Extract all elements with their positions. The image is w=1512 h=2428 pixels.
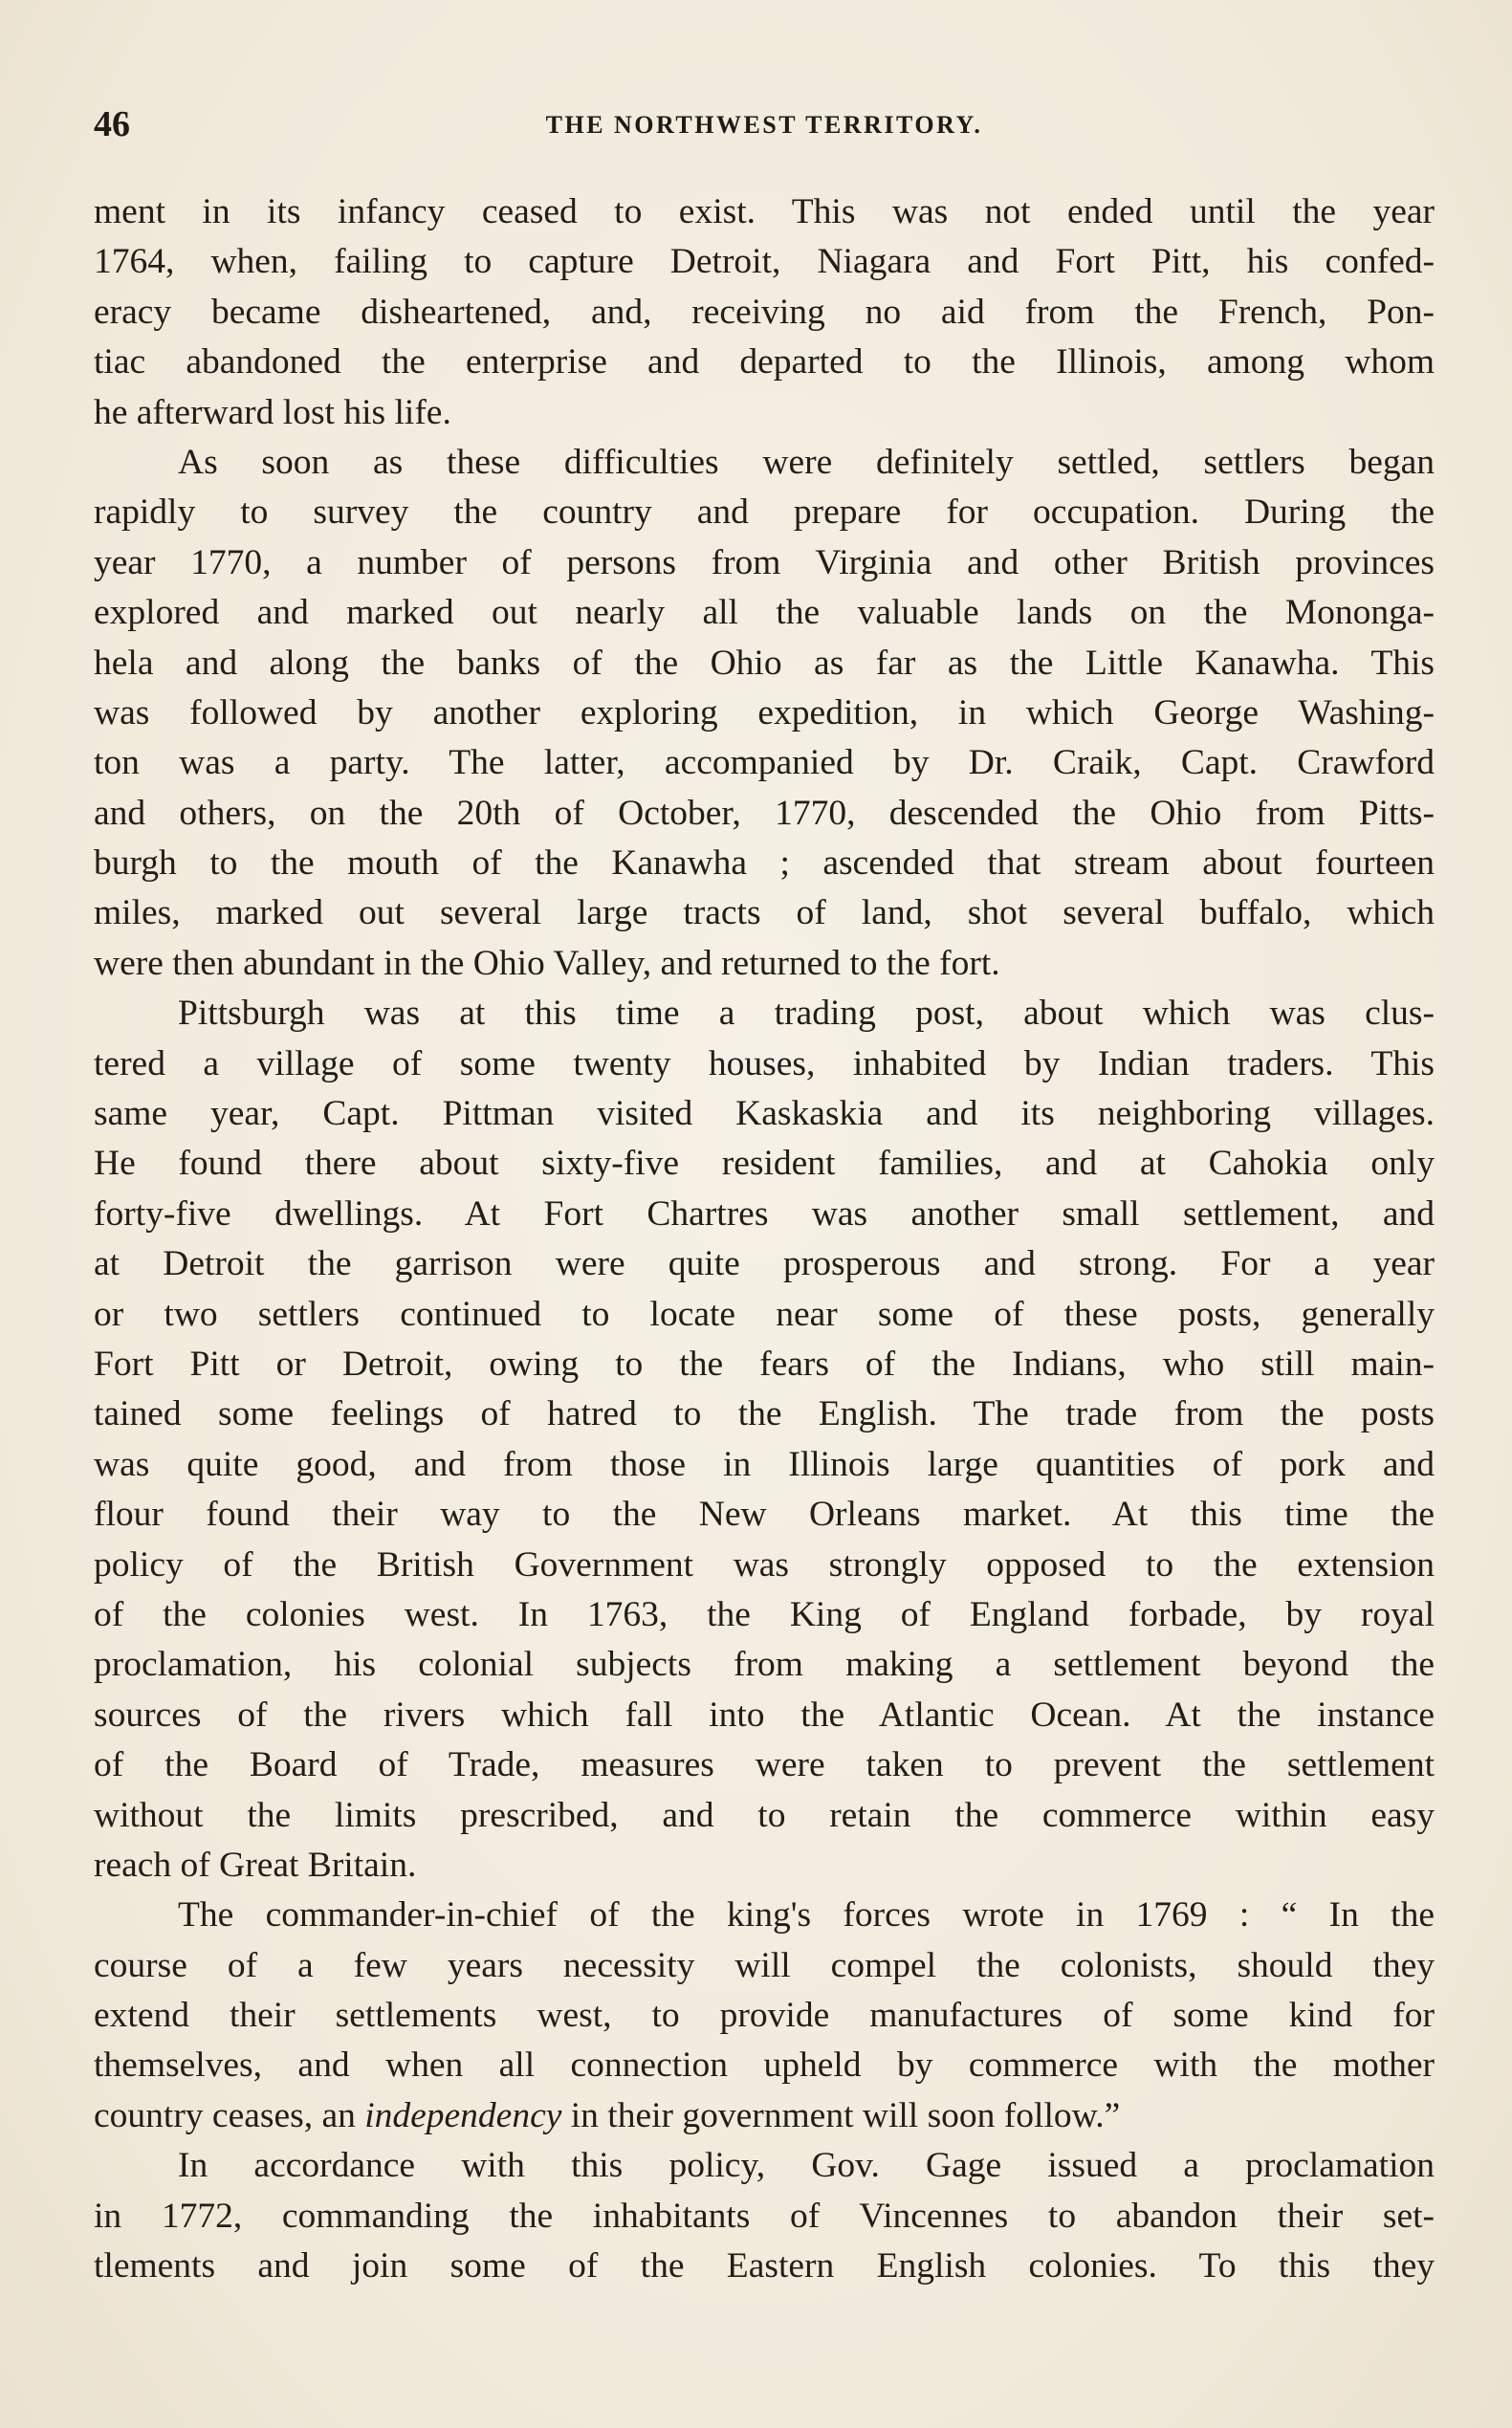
text-line: proclamation, his colonial subjects from making a settlement beyond the (94, 1645, 1435, 1685)
text-line: rapidly to survey the country and prepare for occupation. During the (94, 492, 1435, 533)
text-line: or two settlers continued to locate near some of these posts, generally (94, 1294, 1435, 1334)
paragraph-2 (94, 438, 1435, 989)
text-line: course of a few years necessity will compel the colonists, should they (94, 1945, 1435, 1985)
paragraph-5 (94, 2141, 1435, 2291)
text-line (94, 2091, 1435, 2141)
text-line: was followed by another exploring expedition, in which George Washing- (94, 692, 1435, 733)
text-line: The commander-in-chief of the king's forces wrote in 1769 : “ In the (178, 1895, 1435, 1936)
text-line: ment in its infancy ceased to exist. This was not ended until the year (94, 192, 1435, 231)
text-line: flour found their way to the New Orleans market. At this time the (94, 1495, 1435, 1535)
text-line: of the Board of Trade, measures were taken to prevent the settlement (94, 1745, 1435, 1785)
text-line: extend their settlements west, to provide manufactures of some kind for (94, 1996, 1435, 2036)
paragraph-1 (94, 187, 1435, 438)
text-line: sources of the rivers which fall into the Atlantic Ocean. At the instance (94, 1695, 1435, 1735)
page-header (94, 103, 1435, 151)
text-segment: in their government will soon follow.” (561, 2095, 1121, 2135)
text-line: of the colonies west. In 1763, the King of England forbade, by royal (94, 1594, 1435, 1634)
text-line: explored and marked out nearly all the valuable lands on the Mononga- (94, 593, 1435, 633)
text-line: and others, on the 20th of October, 1770, descended the Ohio from Pitts- (94, 793, 1435, 833)
paragraph-4 (94, 1891, 1435, 2141)
text-line: at Detroit the garrison were quite prosperous and strong. For a year (94, 1244, 1435, 1284)
body-text (94, 187, 1435, 2291)
text-line: policy of the British Government was strongly opposed to the extension (94, 1544, 1435, 1585)
text-line: He found there about sixty-five resident families, and at Cahokia only (94, 1144, 1435, 1184)
text-line: burgh to the mouth of the Kanawha ; ascended that stream about fourteen (94, 843, 1435, 884)
text-line: were then abundant in the Ohio Valley, and returned to the fort. (94, 943, 1000, 983)
text-line: tlements and join some of the Eastern English colonies. To this they (94, 2246, 1435, 2286)
text-line: ton was a party. The latter, accompanied by Dr. Craik, Capt. Crawford (94, 743, 1435, 783)
text-line: Pittsburgh was at this time a trading post, about which was clus- (178, 994, 1435, 1034)
text-line: eracy became disheartened, and, receiving no aid from the French, Pon- (94, 292, 1435, 332)
text-line: Fort Pitt or Detroit, owing to the fears of the Indians, who still main- (94, 1344, 1435, 1384)
text-line: themselves, and when all connection upheld by commerce with the mother (94, 2045, 1435, 2086)
text-line: 1764, when, failing to capture Detroit, Niagara and Fort Pitt, his confed- (94, 242, 1435, 282)
text-line: As soon as these difficulties were definitely settled, settlers began (178, 442, 1435, 482)
text-line: was quite good, and from those in Illinois large quantities of pork and (94, 1444, 1435, 1484)
running-head: THE NORTHWEST TERRITORY. (545, 111, 983, 139)
text-line: In accordance with this policy, Gov. Gage issued a proclamation (178, 2146, 1435, 2186)
text-segment: country ceases, an (94, 2095, 365, 2135)
text-line: he afterward lost his life. (94, 392, 451, 432)
text-line: tered a village of some twenty houses, inhabited by Indian traders. This (94, 1043, 1435, 1083)
text-line: tained some feelings of hatred to the English. The trade from the posts (94, 1394, 1435, 1434)
text-line: tiac abandoned the enterprise and departed to the Illinois, among whom (94, 342, 1435, 383)
text-line: reach of Great Britain. (94, 1845, 417, 1885)
italic-word: independency (364, 2095, 562, 2135)
page-number: 46 (94, 104, 130, 144)
text-line: miles, marked out several large tracts of land, shot several buffalo, which (94, 893, 1435, 933)
text-line: forty-five dwellings. At Fort Chartres was another small settlement, and (94, 1193, 1435, 1234)
text-line: in 1772, commanding the inhabitants of Vincennes to abandon their set- (94, 2196, 1435, 2236)
text-line: same year, Capt. Pittman visited Kaskaskia and its neighboring villages. (94, 1094, 1435, 1134)
text-line: hela and along the banks of the Ohio as far as the Little Kanawha. This (94, 643, 1435, 683)
text-line: year 1770, a number of persons from Virginia and other British provinces (94, 542, 1435, 582)
paragraph-3 (94, 989, 1435, 1891)
text-line: without the limits prescribed, and to retain the commerce within easy (94, 1795, 1435, 1835)
